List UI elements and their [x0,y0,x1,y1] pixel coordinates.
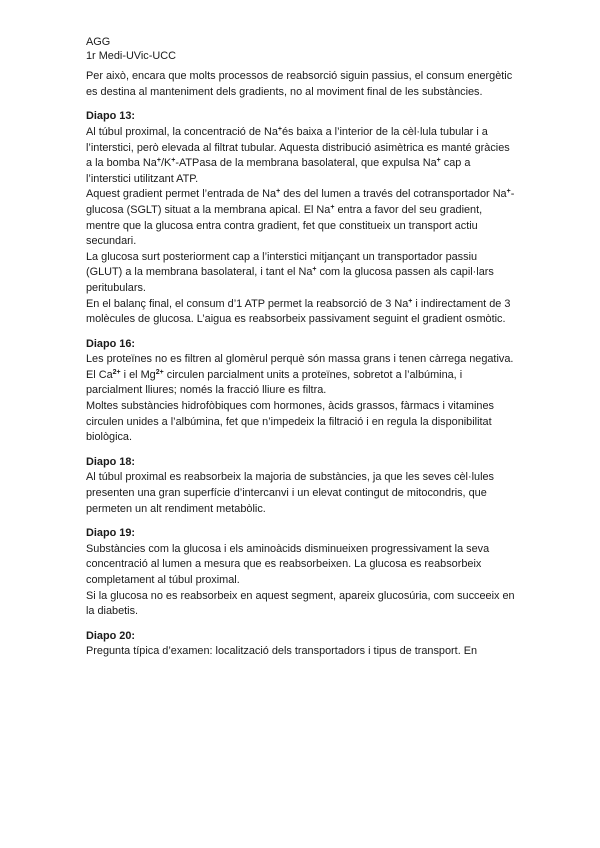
section-title: Diapo 19: [86,527,136,540]
paragraph: Substàncies com la glucosa i els aminoàcids disminueixen progressivament la seva concentració al lumen a mesura que es reabsorbeixen. La glucosa es reabsorbeix completament al túbul proximal. [86,542,490,586]
paragraph: Al túbul proximal, la concentració de Na+és baixa a l’interior de la cèl·lula tubular i a l’interstici, però elevada al filtrat tubular. Aquesta distribució asimètrica es manté gràcies a la bomba Na+/K+-ATPasa de la membrana basolateral, que expulsa Na+ cap a l’interstici utilitzant ATP. [86,125,510,185]
section-diapo-16 [86,337,516,446]
course-label: 1r Medi-UVic-UCC [86,49,176,62]
intro-paragraph: Per això, encara que molts processos de reabsorció siguin passius, el consum energètic es destina al manteniment dels gradients, no al moviment final de les substàncies. [86,70,513,98]
section-diapo-18 [86,455,516,517]
section-title: Diapo 13: [86,110,136,123]
paragraph: Al túbul proximal es reabsorbeix la majoria de substàncies, ja que les seves cèl·lules presenten una gran superfície d’intercanvi i un elevat contingut de mitocondris, que permeten un alt rendiment metabòlic. [86,471,494,515]
section-title: Diapo 18: [86,455,136,468]
section-diapo-13 [86,109,516,327]
section-diapo-19 [86,526,516,620]
paragraph: Moltes substàncies hidrofòbiques com hormones, àcids grassos, fàrmacs i vitamines circulen unides a l’albúmina, fet que n’impedeix la filtració i en regula la disponibilitat biològica. [86,400,494,444]
page-header [86,36,516,63]
section-diapo-20 [86,629,516,660]
paragraph: Aquest gradient permet l’entrada de Na+ des del lumen a través del cotransportador Na+-glucosa (SGLT) situat a la membrana apical. El Na+ entra a favor del seu gradient, mentre que la glucosa entra contra gradient, fet que constitueix un transport actiu secundari. [86,188,515,248]
paragraph: Les proteïnes no es filtren al glomèrul perquè són massa grans i tenen càrrega negativa. [86,353,514,366]
paragraph: Si la glucosa no es reabsorbeix en aquest segment, apareix glucosúria, com succeeix en la diabetis. [86,589,515,618]
section-title: Diapo 16: [86,337,136,350]
paragraph: El $Ca^{2+}$ i el $Mg^{2+}$ circulen parcialment units a proteïnes, sobretot a l’albúmina, i parcialment lliures; només la fracció lliure es filtra. [86,368,463,397]
paragraph: La glucosa surt posteriorment cap a l’interstici mitjançant un transportador passiu (GLUT) a la membrana basolateral, i tant el Na+ com la glucosa passen als capil·lars peritubulars. [86,250,494,294]
paragraph: Pregunta típica d’examen: localització dels transportadors i tipus de transport. En [86,645,478,658]
section-title: Diapo 20: [86,629,136,642]
paragraph: En el balanç final, el consum d’1 ATP permet la reabsorció de 3 Na+ i indirectament de 3 molècules de glucosa. L’aigua es reabsorbeix passivament seguint el gradient osmòtic. [86,297,511,326]
document-page [86,36,516,660]
author-initials: AGG [86,36,111,48]
